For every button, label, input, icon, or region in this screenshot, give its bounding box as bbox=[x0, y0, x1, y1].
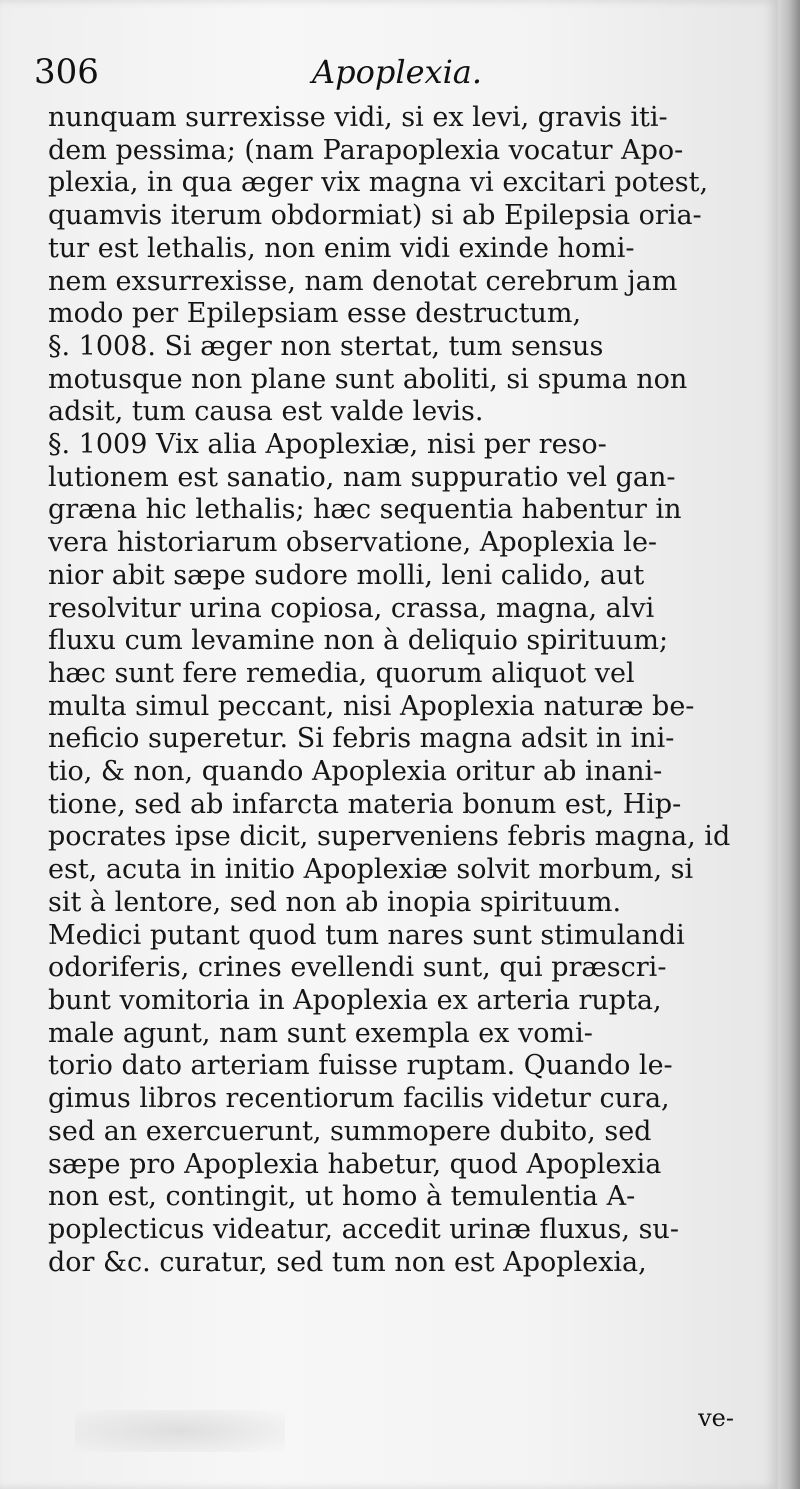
body-line: nior abit sæpe sudore molli, leni calido, aut bbox=[48, 559, 645, 591]
body-line: nunquam surrexisse vidi, si ex levi, gravis iti- bbox=[48, 102, 668, 133]
catchword: ve- bbox=[698, 1404, 734, 1432]
body-line: odoriferis, crines evellendi sunt, qui præscri- bbox=[48, 952, 667, 984]
body-line: fluxu cum levamine non à deliquio spirituum; bbox=[48, 625, 669, 657]
body-line: vera historiarum observatione, Apoplexia le- bbox=[48, 527, 658, 559]
body-line: nem exsurrexisse, nam denotat cerebrum jam bbox=[48, 265, 678, 297]
body-line: motusque non plane sunt aboliti, si spuma non bbox=[48, 363, 688, 395]
page-number: 306 bbox=[34, 52, 99, 92]
body-line: lutionem est sanatio, nam suppuratio vel gan- bbox=[48, 461, 676, 493]
body-line: est, acuta in initio Apoplexiæ solvit morbum, si bbox=[48, 854, 694, 886]
body-line: bunt vomitoria in Apoplexia ex arteria rupta, bbox=[48, 984, 662, 1016]
page-header bbox=[34, 46, 754, 98]
body-text bbox=[48, 102, 766, 1279]
body-line: Medici putant quod tum nares sunt stimulandi bbox=[48, 919, 685, 951]
body-line: sed an exercuerunt, summopere dubito, sed bbox=[48, 1115, 652, 1147]
body-line: neficio superetur. Si febris magna adsit in ini- bbox=[48, 723, 675, 755]
body-line: dor &c. curatur, sed tum non est Apoplexia, bbox=[48, 1246, 647, 1278]
body-line: tione, sed ab infarcta materia bonum est, Hip- bbox=[48, 788, 682, 820]
body-line: resolvitur urina copiosa, crassa, magna, alvi bbox=[48, 592, 655, 624]
body-line: non est, contingit, ut homo à temulentia A- bbox=[48, 1181, 636, 1213]
body-line: §. 1008. Si æger non stertat, tum sensus bbox=[48, 330, 604, 362]
book-gutter-shadow bbox=[778, 0, 800, 1489]
body-line: §. 1009 Vix alia Apoplexiæ, nisi per reso- bbox=[48, 429, 607, 461]
body-line: adsit, tum causa est valde levis. bbox=[48, 396, 484, 428]
body-line: plexia, in qua æger vix magna vi excitari potest, bbox=[48, 167, 709, 199]
body-line: quamvis iterum obdormiat) si ab Epilepsia oria- bbox=[48, 200, 702, 232]
body-line: tur est lethalis, non enim vidi exinde homi- bbox=[48, 232, 635, 264]
running-head: Apoplexia. bbox=[312, 53, 483, 91]
body-line: multa simul peccant, nisi Apoplexia naturæ be- bbox=[48, 690, 695, 722]
body-line: torio dato arteriam fuisse ruptam. Quando le- bbox=[48, 1050, 673, 1082]
body-line: sæpe pro Apoplexia habetur, quod Apoplexia bbox=[48, 1148, 662, 1180]
body-line: dem pessima; (nam Parapoplexia vocatur Apo- bbox=[48, 134, 684, 166]
body-line: sit à lentore, sed non ab inopia spirituum. bbox=[48, 886, 622, 918]
print-smudge bbox=[75, 1410, 285, 1452]
body-line: hæc sunt fere remedia, quorum aliquot vel bbox=[48, 657, 635, 689]
body-line: male agunt, nam sunt exempla ex vomi- bbox=[48, 1017, 593, 1049]
body-line: græna hic lethalis; hæc sequentia habentur in bbox=[48, 494, 682, 526]
body-line: pocrates ipse dicit, superveniens febris magna, id bbox=[48, 821, 731, 853]
body-line: gimus libros recentiorum facilis videtur cura, bbox=[48, 1083, 670, 1115]
body-line: modo per Epilepsiam esse destructum, bbox=[48, 298, 582, 330]
body-line: tio, & non, quando Apoplexia oritur ab inani- bbox=[48, 756, 663, 788]
body-line: poplecticus videatur, accedit urinæ fluxus, su- bbox=[48, 1213, 679, 1245]
